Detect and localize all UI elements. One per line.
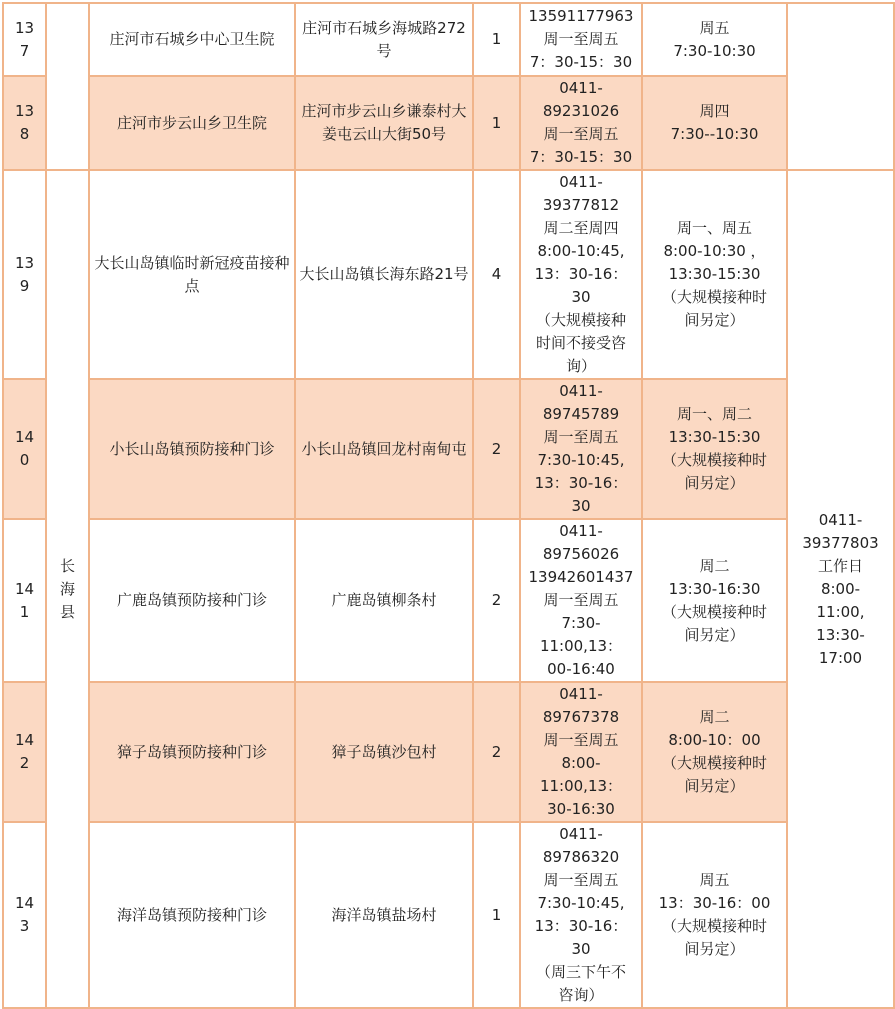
table-row	[3, 3, 894, 76]
row-number: 14 2	[3, 682, 46, 822]
vaccination-hours: 周四 7:30--10:30	[642, 76, 787, 170]
site-address: 小长山岛镇回龙村南甸屯	[295, 379, 473, 519]
vaccination-hours: 周五 7:30-10:30	[642, 3, 787, 76]
consult-phone-hours: 13591177963 周一至周五 7：30-15：30	[520, 3, 642, 76]
vaccination-site-table	[2, 2, 895, 1009]
vaccination-hours: 周二 8:00-10：00 （大规模接种时 间另定）	[642, 682, 787, 822]
vaccination-hours: 周五 13：30-16：00 （大规模接种时 间另定）	[642, 822, 787, 1008]
site-count: 4	[473, 170, 520, 379]
site-address: 海洋岛镇盐场村	[295, 822, 473, 1008]
table-row	[3, 379, 894, 519]
site-address: 广鹿岛镇柳条村	[295, 519, 473, 682]
site-name: 庄河市步云山乡卫生院	[89, 76, 295, 170]
consult-phone-hours: 0411- 39377812 周二至周四 8:00-10:45, 13：30-16： 30 （大规模接种 时间不接受咨 询）	[520, 170, 642, 379]
site-count: 2	[473, 682, 520, 822]
vaccination-hours: 周二 13:30-16:30 （大规模接种时 间另定）	[642, 519, 787, 682]
site-name: 小长山岛镇预防接种门诊	[89, 379, 295, 519]
consult-phone-hours: 0411- 89745789 周一至周五 7:30-10:45, 13：30-16： 30	[520, 379, 642, 519]
site-name: 庄河市石城乡中心卫生院	[89, 3, 295, 76]
site-name: 广鹿岛镇预防接种门诊	[89, 519, 295, 682]
site-count: 2	[473, 379, 520, 519]
table-row	[3, 76, 894, 170]
table-row	[3, 519, 894, 682]
row-number: 13 7	[3, 3, 46, 76]
hotline-cell-empty	[787, 3, 894, 170]
site-address: 獐子岛镇沙包村	[295, 682, 473, 822]
site-address: 庄河市步云山乡谦泰村大姜屯云山大街50号	[295, 76, 473, 170]
county-cell-empty	[46, 3, 89, 170]
consult-phone-hours: 0411- 89756026 13942601437 周一至周五 7:30- 11:00,13： 00-16:40	[520, 519, 642, 682]
site-count: 1	[473, 76, 520, 170]
consult-phone-hours: 0411- 89767378 周一至周五 8:00- 11:00,13： 30-16:30	[520, 682, 642, 822]
site-name: 大长山岛镇临时新冠疫苗接种点	[89, 170, 295, 379]
consult-hotline: 0411- 39377803 工作日 8:00- 11:00, 13:30- 17:00	[787, 170, 894, 1008]
row-number: 13 8	[3, 76, 46, 170]
site-count: 1	[473, 3, 520, 76]
site-address: 庄河市石城乡海城路272号	[295, 3, 473, 76]
site-name: 海洋岛镇预防接种门诊	[89, 822, 295, 1008]
site-count: 2	[473, 519, 520, 682]
consult-phone-hours: 0411- 89786320 周一至周五 7:30-10:45, 13：30-16： 30 （周三下午不 咨询）	[520, 822, 642, 1008]
site-name: 獐子岛镇预防接种门诊	[89, 682, 295, 822]
row-number: 14 3	[3, 822, 46, 1008]
row-number: 14 0	[3, 379, 46, 519]
vaccination-hours: 周一、周二 13:30-15:30 （大规模接种时 间另定）	[642, 379, 787, 519]
table-row	[3, 170, 894, 379]
vaccination-hours: 周一、周五 8:00-10:30 ， 13:30-15:30 （大规模接种时 间另定）	[642, 170, 787, 379]
county-name: 长 海 县	[46, 170, 89, 1008]
row-number: 14 1	[3, 519, 46, 682]
row-number: 13 9	[3, 170, 46, 379]
site-count: 1	[473, 822, 520, 1008]
table-row	[3, 682, 894, 822]
consult-phone-hours: 0411- 89231026 周一至周五 7：30-15：30	[520, 76, 642, 170]
site-address: 大长山岛镇长海东路21号	[295, 170, 473, 379]
table-row	[3, 822, 894, 1008]
